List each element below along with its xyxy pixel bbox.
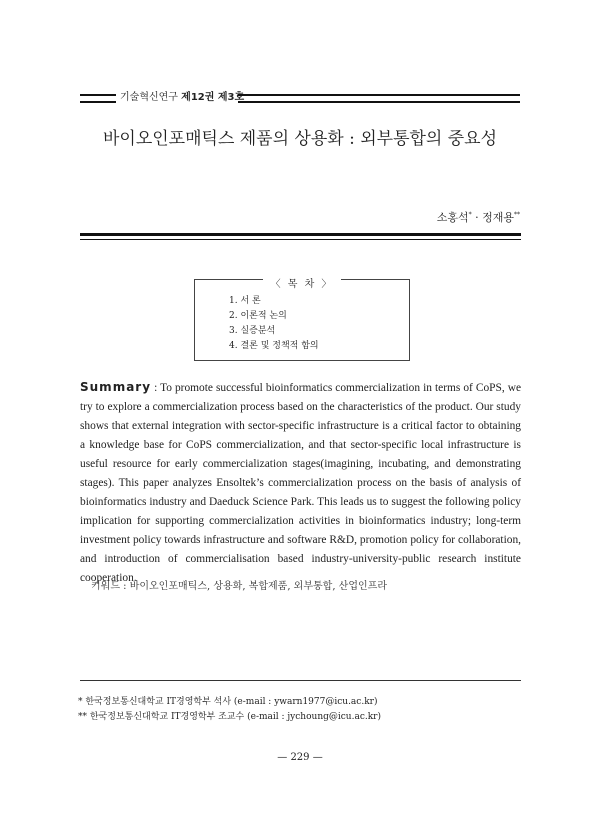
summary-colon: : [151, 382, 161, 394]
summary-label: Summary [80, 380, 152, 394]
author-1: 소홍석 [436, 211, 469, 224]
toc-item: 3. 실증분석 [229, 326, 276, 336]
summary-paragraph [80, 378, 521, 588]
author-separator: · [475, 211, 479, 224]
summary-text: To promote successful bioinformatics commercialization in terms of CoPS, we try to explore a commercialization process based on the characteristics of the product. Our study shows that external integration with sector-specific infrastructure is a critical factor to obtaining a knowledge base for CoPS commercialization, and that sector-specific local infrastructure is useful resource for early commercialization stages(imagining, incubating, and demonstrating stages). This paper analyzes Ensoltek’s commercialization process on the basis of analysis of bioinformatics industry and Daeduck Science Park. This leads us to suggest the following policy implication for supporting commercialization activities in bioinformatics industry; long-term investment policy towards infrastructure and software R&D, promotion policy for collaboration, and introduction of commercialisation based industry-university-public research institute cooperation. [80, 382, 521, 584]
journal-header [80, 88, 520, 104]
header-rule-left [80, 94, 116, 103]
journal-header-label [120, 88, 244, 103]
keywords: 키워드 : 바이오인포매틱스, 상용화, 복합제품, 외부통합, 산업인프라 [91, 581, 387, 592]
toc-title-wrap [195, 272, 409, 291]
footnote-1: * 한국정보통신대학교 IT경영학부 석사 (e-mail : ywarn1977@icu.ac.kr) [78, 697, 378, 707]
title-rule-thin [80, 239, 521, 240]
header-rule-right [238, 94, 520, 103]
toc-item: 1. 서 론 [229, 296, 261, 306]
author-2-mark: ** [514, 211, 520, 219]
author-1-mark: * [468, 211, 472, 219]
journal-name: 기술혁신연구 [120, 92, 178, 103]
title-rule-thick [80, 233, 521, 236]
footnotes [78, 695, 381, 725]
page-number: — 229 — [277, 752, 323, 763]
volume-issue: 제12권 제3호 [181, 92, 245, 103]
footnote-2: ** 한국정보통신대학교 IT경영학부 조교수 (e-mail : jychoung@icu.ac.kr) [78, 712, 381, 722]
footnote-rule [80, 680, 521, 681]
paper-title: 바이오인포매틱스 제품의 상용화 : 외부통합의 중요성 [102, 129, 498, 149]
toc-item: 2. 이론적 논의 [229, 311, 287, 321]
author-2: 정재용 [482, 211, 514, 224]
toc-item: 4. 결론 및 정책적 함의 [229, 341, 319, 351]
table-of-contents [194, 279, 410, 361]
toc-list [229, 294, 319, 354]
authors [437, 209, 520, 225]
toc-title: 〈 목 차 〉 [263, 279, 342, 290]
